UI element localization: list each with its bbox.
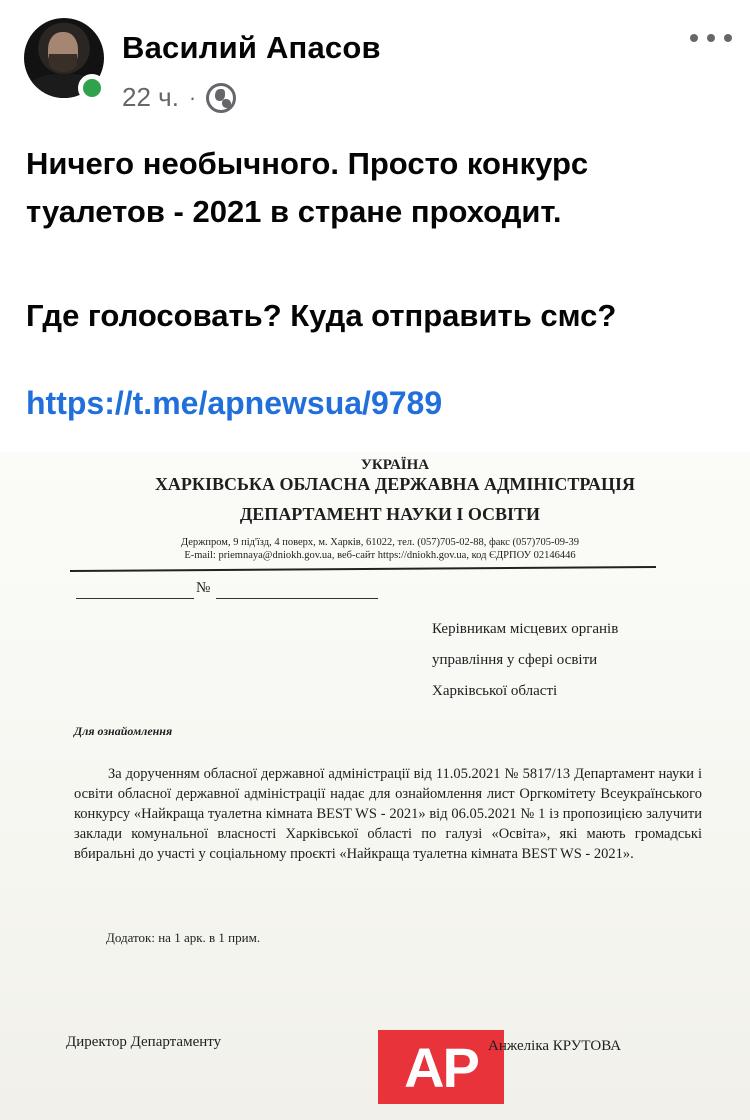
post-header	[0, 0, 750, 125]
doc-addressee	[432, 614, 618, 707]
online-status-indicator	[78, 74, 106, 102]
doc-header-rule	[70, 566, 656, 572]
doc-for-info: Для ознайомлення	[74, 724, 173, 738]
post-link[interactable]: https://t.me/apnewsua/9789	[26, 385, 443, 421]
doc-signer: Анжеліка КРУТОВА	[488, 1038, 622, 1054]
doc-body-text: За дорученням обласної державної адміністрації від 11.05.2021 № 5817/13 Департамент науки і освіти обласної державної адміністрації надає для ознайомлення лист Оргкомітету Всеукраїнського конкурсу «Найкраща туалетна кімната BEST WS - 2021» від 06.05.2021 № 1 із пропозицією залучити заклади комунальної власності Харківської області по галузі «Освіта», які мають громадські вбиральні до участі у соціальному проєкті «Найкраща туалетна кімната BEST WS - 2021».	[74, 766, 702, 862]
avatar-beard	[49, 54, 77, 72]
doc-country: УКРАЇНА	[360, 457, 430, 473]
doc-addressee-line: Харківської області	[432, 683, 558, 699]
doc-director-title: Директор Департаменту	[66, 1034, 222, 1050]
more-dot-icon	[690, 34, 698, 42]
doc-address-line: Держпром, 9 під'їзд, 4 поверх, м. Харків, 61022, тел. (057)705-02-88, факс (057)705-09-39	[180, 537, 580, 548]
doc-addressee-line: Керівникам місцевих органів	[432, 621, 619, 637]
doc-number-blank	[216, 598, 378, 599]
doc-body	[74, 764, 702, 864]
doc-administration: ХАРКІВСЬКА ОБЛАСНА ДЕРЖАВНА АДМІНІСТРАЦІЯ	[154, 474, 636, 494]
post-text	[26, 140, 726, 340]
globe-icon[interactable]	[206, 83, 236, 113]
more-dot-icon	[724, 34, 732, 42]
post-meta	[122, 82, 236, 113]
post-question: Где голосовать? Куда отправить смс?	[26, 298, 617, 333]
doc-address-line: E-mail: priemnaya@dniokh.gov.ua, веб-сайт https://dniokh.gov.ua, код ЄДРПОУ 02146446	[184, 550, 576, 561]
post-time[interactable]: 22 ч.	[122, 82, 179, 112]
ap-watermark-logo: AP	[378, 1030, 504, 1104]
meta-separator: ·	[188, 84, 197, 110]
more-options-button[interactable]	[690, 26, 732, 50]
doc-attachment: Додаток: на 1 арк. в 1 прим.	[106, 930, 261, 945]
doc-addressee-line: управління у сфері освіти	[432, 652, 598, 668]
doc-department: ДЕПАРТАМЕНТ НАУКИ І ОСВІТИ	[239, 504, 541, 524]
doc-date-blank	[76, 598, 194, 599]
post-text-line: туалетов - 2021 в стране проходит.	[26, 194, 562, 229]
post-text-line: Ничего необычного. Просто конкурс	[26, 146, 589, 181]
doc-number-sign: №	[196, 580, 211, 596]
more-dot-icon	[707, 34, 715, 42]
author-name[interactable]: Василий Апасов	[122, 30, 381, 65]
document-image[interactable]	[0, 452, 750, 1120]
doc-address	[0, 536, 750, 562]
